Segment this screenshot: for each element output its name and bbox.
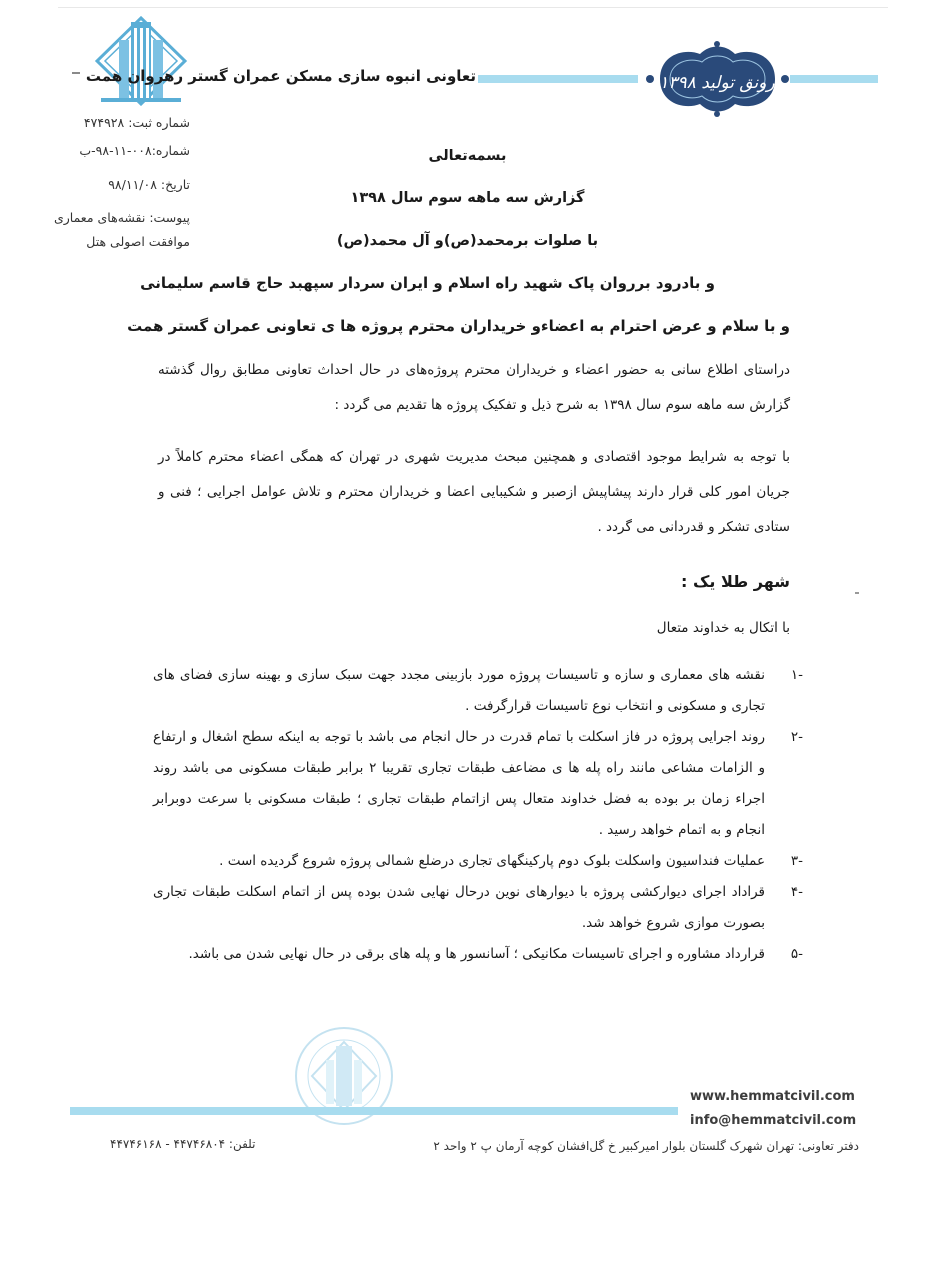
salavat-line: با صلوات برمحمد(ص)و آل محمد(ص)	[336, 233, 599, 249]
production-boom-emblem-icon	[640, 40, 795, 118]
letter-number: شماره:۰۰۸-۱۱-۹۸-ب	[79, 143, 190, 158]
list-item-number: -۵	[790, 946, 803, 962]
emblem-text: رونق تولید ۱۳۹۸	[659, 73, 775, 93]
list-item-number: -۱	[790, 667, 803, 683]
list-item-number: -۳	[790, 853, 803, 869]
appreciation-paragraph: با توجه به شرایط موجود اقتصادی و همچنین مبحث مدیریت شهری در تهران که همگی اعضاء محترم کاملاً در جریان امور کلی قرار دارند پیشاپیش ازصبر و شکیبایی اعضا و خریداران محترم و تلاش عوامل اجرایی ؛ فنی و ستادی تشکر و قدردانی می گردد .	[158, 449, 790, 535]
list-item	[153, 722, 803, 846]
list-item-text: قرارداد مشاوره و اجرای تاسیسات مکانیکی ؛ آسانسور ها و پله های برقی در حال نهایی شدن می باشد.	[188, 946, 765, 962]
cooperative-name: تعاونی انبوه سازی مسکن عمران گستر رهروان همت	[85, 67, 476, 85]
list-item	[153, 939, 803, 970]
greeting-line: و با سلام و عرض احترام به اعضاءو خریداران محترم پروژه ها ی تعاونی عمران گستر همت	[127, 317, 790, 335]
margin-mark	[855, 592, 859, 594]
phone-numbers: تلفن: ۴۴۷۴۶۸۰۴ - ۴۴۷۴۶۱۶۸	[110, 1137, 256, 1151]
list-item-number: -۴	[790, 884, 803, 900]
office-address: دفتر تعاونی: تهران شهرک گلستان بلوار امیرکبیر خ گل‌افشان کوچه آرمان پ ۲ واحد ۲	[433, 1139, 859, 1153]
header-accent-bar-right	[790, 75, 878, 83]
attachment-line-2: موافقت اصولی هتل	[86, 234, 190, 249]
report-title: گزارش سه ماهه سوم سال ۱۳۹۸	[350, 190, 585, 206]
dedication-line: و بادرود برروان پاک شهید راه اسلام و ایران سردار سپهبد حاج قاسم سلیمانی	[140, 274, 715, 292]
header-accent-bar	[478, 75, 638, 83]
list-item	[153, 660, 803, 722]
section-title: شهر طلا یک :	[681, 572, 790, 591]
cooperative-logo-icon	[95, 16, 187, 106]
letter-date: تاریخ: ۹۸/۱۱/۰۸	[108, 177, 190, 192]
attachment-line-1: پیوست: نقشه‌های معماری	[53, 210, 190, 225]
email-link[interactable]: info@hemmatcivil.com	[690, 1113, 857, 1128]
footer-accent-bar	[70, 1107, 678, 1115]
list-item-text: نقشه های معماری و سازه و تاسیسات پروژه مورد بازبینی مجدد جهت سبک سازی و بهینه سازی فضای های تجاری و مسکونی و انتخاب نوع تاسیسات قرارگرفت .	[153, 667, 765, 714]
basmala-heading: بسمه‌تعالی	[428, 148, 507, 164]
list-item	[153, 846, 803, 877]
list-item-text: عملیات فنداسیون واسکلت بلوک دوم پارکینگهای تجاری درضلع شمالی پروژه شروع گردیده است .	[219, 853, 765, 869]
margin-mark	[72, 72, 80, 74]
section-subtitle: با اتکال به خداوند متعال	[656, 620, 790, 636]
registration-number: شماره ثبت: ۴۷۴۹۲۸	[83, 115, 190, 130]
list-item-text: قراداد اجرای دیوارکشی پروژه با دیوارهای نوین درحال نهایی شدن بوده پس از اتمام اسکلت طبقات تجاری بصورت موازی شروع خواهد شد.	[153, 884, 765, 931]
list-item	[153, 877, 803, 939]
top-rule	[58, 7, 888, 8]
website-link[interactable]: www.hemmatcivil.com	[690, 1089, 855, 1104]
official-stamp-icon	[290, 1020, 398, 1132]
list-item-number: -۲	[790, 729, 803, 745]
list-item-text: روند اجرایی پروژه در فاز اسکلت با تمام قدرت در حال انجام می باشد با توجه به اینکه سطح اشغال و ارتفاع و الزامات مشاعی مانند راه پله ها ی مضاعف طبقات تجاری تقریبا ۲ برابر طبقات مسکونی می باشد روند اجراء زمان بر بوده به فضل خداوند متعال پس ازاتمام طبقات تجاری ؛ طبقات مسکونی با سرعت دوبرابر انجام و به اتمام خواهد رسید .	[153, 729, 765, 838]
progress-list	[153, 660, 803, 970]
intro-paragraph: دراستای اطلاع سانی به حضور اعضاء و خریداران محترم پروژه‌های در حال احداث تعاونی مطابق روال گذشته گزارش سه ماهه سوم سال ۱۳۹۸ به شرح ذیل و تفکیک پروژه ها تقدیم می گردد :	[158, 362, 790, 413]
